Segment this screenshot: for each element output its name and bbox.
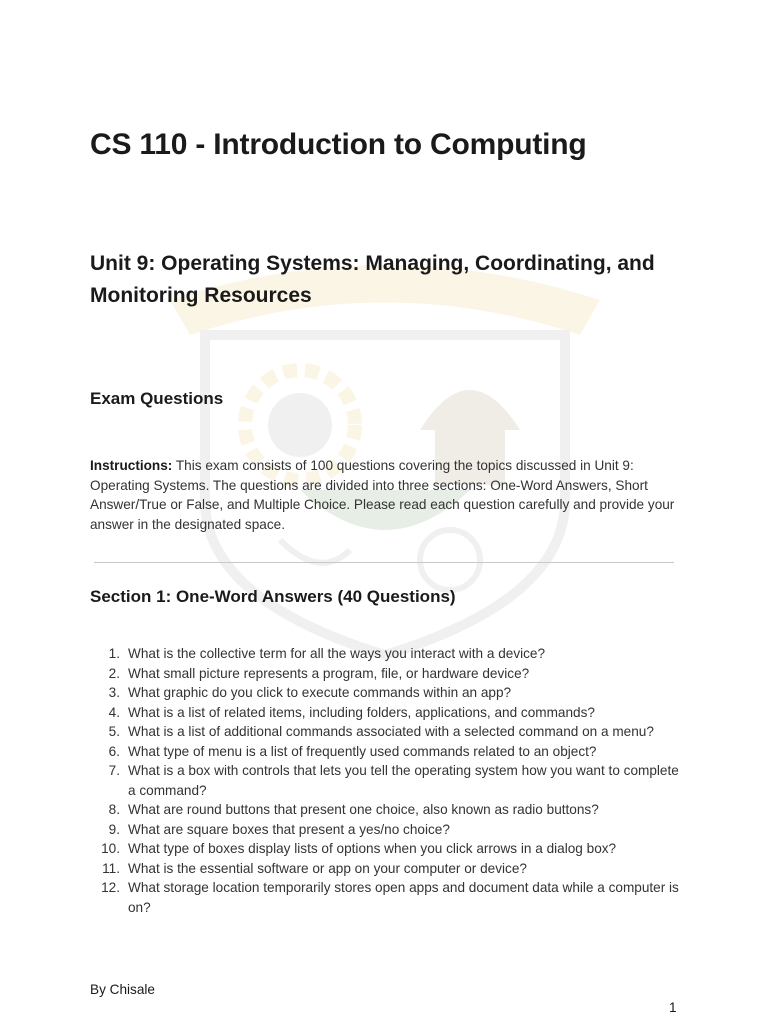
question-number: 12. (101, 880, 120, 895)
question-text: What are square boxes that present a yes/no choice? (128, 821, 450, 837)
instructions-text: This exam consists of 100 questions covering the topics discussed in Unit 9: Operating Systems. The questions are divided into three sections: One-Word Answers, Short Answer/True or False, and Multiple Choice. Please read each question carefully and provide your answer in the designated space. (90, 458, 675, 532)
question-item (90, 683, 680, 703)
question-text: What is the collective term for all the ways you interact with a device? (128, 646, 546, 661)
question-number: 10. (101, 841, 120, 856)
unit-title: Unit 9: Operating Systems: Managing, Coordinating, and Monitoring Resources (90, 252, 655, 307)
question-text: What are round buttons that present one choice, also known as radio buttons? (128, 802, 599, 817)
question-number: 2. (108, 665, 120, 681)
question-number: 3. (108, 685, 120, 700)
question-text: What small picture represents a program, file, or hardware device? (128, 665, 530, 681)
question-number: 5. (108, 724, 120, 739)
course-title: CS 110 - Introduction to Computing (90, 128, 587, 161)
question-item (90, 742, 680, 762)
question-text: What type of boxes display lists of options when you click arrows in a dialog box? (128, 841, 617, 856)
question-number: 1. (108, 646, 120, 661)
question-text: What storage location temporarily stores open apps and document data while a computer is on? (128, 880, 679, 915)
question-text: What is a list of related items, including folders, applications, and commands? (128, 704, 595, 720)
question-number: 9. (108, 821, 120, 837)
question-item (90, 800, 680, 820)
question-item (90, 878, 680, 917)
footer-author: By Chisale (90, 982, 155, 997)
question-text: What type of menu is a list of frequently used commands related to an object? (128, 743, 597, 759)
question-text: What is a box with controls that lets you tell the operating system how you want to complete a command? (128, 763, 679, 798)
question-number: 11. (102, 860, 120, 876)
question-text: What is the essential software or app on your computer or device? (128, 860, 527, 876)
question-text: What is a list of additional commands associated with a selected command on a menu? (128, 724, 654, 739)
question-text: What graphic do you click to execute commands within an app? (128, 685, 512, 700)
question-number: 7. (108, 763, 120, 778)
question-number: 6. (108, 743, 120, 759)
question-item (90, 644, 680, 664)
question-list (90, 644, 680, 917)
question-item (90, 664, 680, 684)
question-item (90, 703, 680, 723)
question-item (90, 722, 680, 742)
instructions-label: Instructions: (90, 458, 173, 473)
question-number: 4. (108, 704, 120, 720)
question-item (90, 859, 680, 879)
question-item (90, 761, 680, 800)
page-number: 1 (669, 1000, 677, 1015)
exam-heading: Exam Questions (90, 389, 224, 408)
question-number: 8. (108, 802, 120, 817)
instructions-paragraph (90, 456, 680, 534)
section-heading: Section 1: One-Word Answers (40 Questions) (90, 587, 456, 606)
question-item (90, 839, 680, 859)
horizontal-divider (94, 562, 674, 563)
question-item (90, 820, 680, 840)
